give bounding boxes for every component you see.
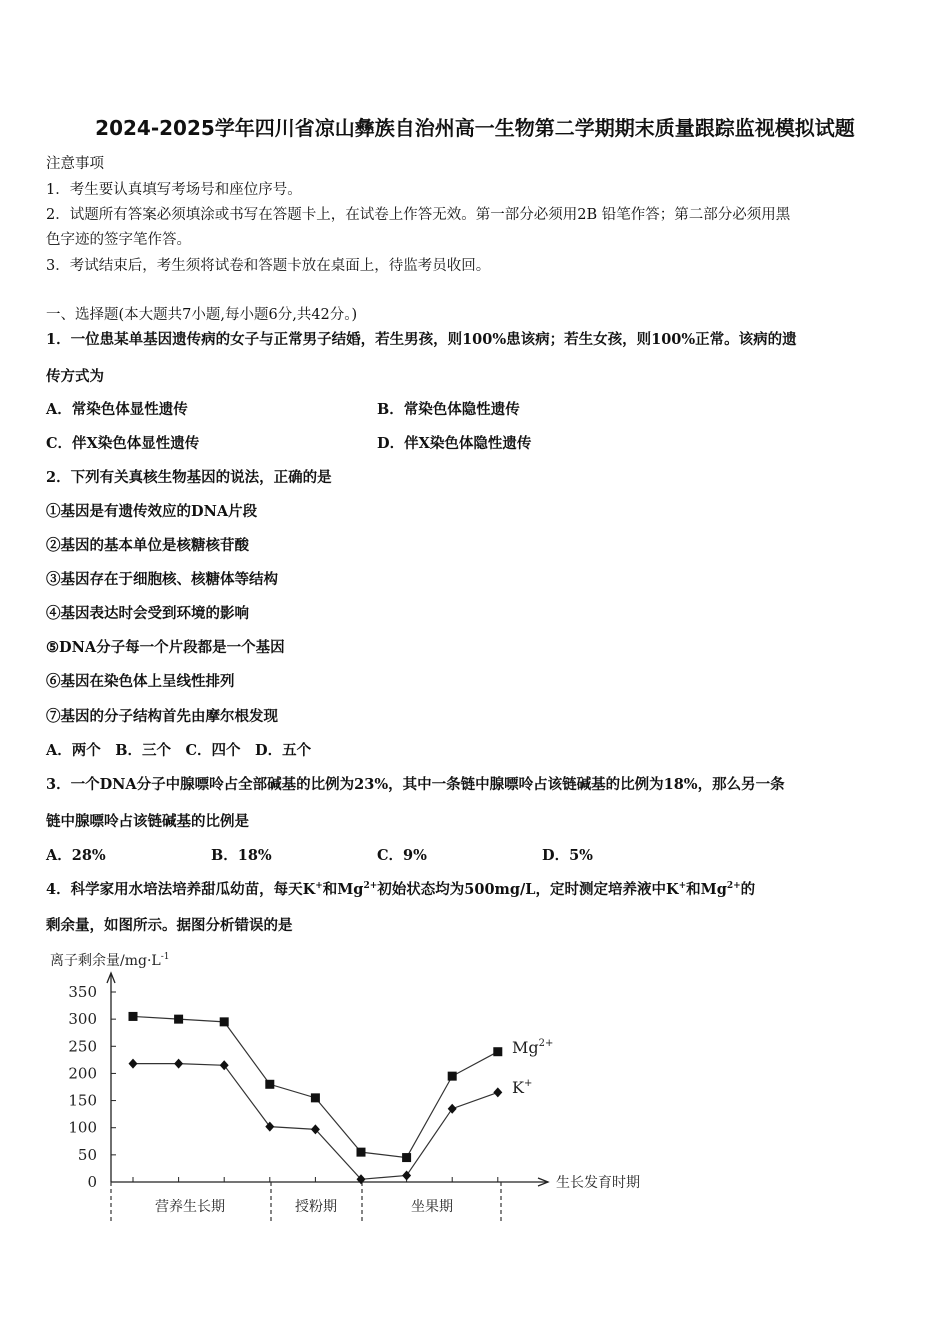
q1-option-a: A．常染色体显性遗传 bbox=[46, 401, 188, 418]
y-tick-label: 150 bbox=[68, 1091, 97, 1110]
q3-option-a: A．28% bbox=[46, 847, 106, 864]
q3-stem-cont: 链中腺嘌呤占该链碱基的比例是 bbox=[46, 813, 249, 830]
q1-stem-cont: 传方式为 bbox=[46, 368, 104, 385]
period-label: 授粉期 bbox=[295, 1199, 337, 1215]
q1-option-d: D．伴X染色体隐性遗传 bbox=[377, 435, 532, 452]
data-point-k bbox=[402, 1170, 411, 1180]
q2-statement: ④基因表达时会受到环境的影响 bbox=[46, 605, 249, 622]
q4-stem-cont: 剩余量，如图所示。据图分析错误的是 bbox=[46, 917, 293, 934]
q2-statement: ⑦基因的分子结构首先由摩尔根发现 bbox=[46, 708, 278, 725]
notice-item: 3．考试结束后，考生须将试卷和答题卡放在桌面上，待监考员收回。 bbox=[46, 258, 491, 274]
y-tick-label: 200 bbox=[68, 1064, 97, 1083]
q1-stem: 1．一位患某单基因遗传病的女子与正常男子结婚，若生男孩，则100%患该病；若生女孩，则100%正常。该病的遗 bbox=[46, 331, 797, 348]
y-tick-label: 100 bbox=[68, 1118, 97, 1137]
q2-statement: ⑤DNA分子每一个片段都是一个基因 bbox=[46, 639, 285, 656]
y-tick-label: 0 bbox=[87, 1173, 97, 1191]
q3-option-b: B．18% bbox=[211, 847, 272, 864]
y-tick-label: 50 bbox=[77, 1145, 97, 1164]
data-point-mg bbox=[265, 1080, 274, 1089]
period-label: 营养生长期 bbox=[155, 1199, 225, 1215]
q1-option-c: C．伴X染色体显性遗传 bbox=[46, 435, 200, 452]
series-label: K+ bbox=[512, 1078, 533, 1097]
y-tick-label: 300 bbox=[68, 1010, 97, 1029]
data-point-mg bbox=[448, 1072, 457, 1081]
data-point-mg bbox=[493, 1047, 502, 1056]
data-point-k bbox=[493, 1087, 502, 1097]
series-line-k bbox=[133, 1064, 498, 1180]
data-point-k bbox=[129, 1059, 138, 1069]
x-axis-label: 生长发育时期 bbox=[556, 1175, 640, 1191]
notice-heading: 注意事项 bbox=[46, 156, 104, 172]
period-label: 坐果期 bbox=[411, 1199, 453, 1215]
q3-option-c: C．9% bbox=[377, 847, 427, 864]
series-label: $Mg^{2+}$ bbox=[512, 1038, 554, 1057]
notice-item: 2．试题所有答案必须填涂或书写在答题卡上，在试卷上作答无效。第一部分必须用2B 铅笔作答；第二部分必须用黑 bbox=[46, 207, 791, 223]
data-point-mg bbox=[402, 1153, 411, 1162]
q2-stem: 2．下列有关真核生物基因的说法，正确的是 bbox=[46, 469, 332, 486]
data-point-mg bbox=[311, 1093, 320, 1102]
notice-item: 1．考生要认真填写考场号和座位序号。 bbox=[46, 182, 302, 198]
q4-stem: 4．科学家用水培法培养甜瓜幼苗，每天K+和$Mg^{2+}$初始状态均为500mg/L，定时测定培养液中K+和$Mg^{2+}$的 bbox=[46, 881, 756, 898]
q2-statement: ⑥基因在染色体上呈线性排列 bbox=[46, 673, 235, 690]
y-tick-label: 250 bbox=[68, 1037, 97, 1056]
page-title: 2024-2025学年四川省凉山彝族自治州高一生物第二学期期末质量跟踪监视模拟试题 bbox=[95, 116, 855, 140]
q3-option-d: D．5% bbox=[542, 847, 593, 864]
q2-statement: ①基因是有遗传效应的DNA片段 bbox=[46, 503, 258, 520]
q2-options: A．两个 B．三个 C．四个 D．五个 bbox=[46, 742, 312, 759]
series-line-mg bbox=[133, 1016, 498, 1157]
data-point-mg bbox=[357, 1148, 366, 1157]
data-point-k bbox=[448, 1104, 457, 1114]
q1-option-b: B．常染色体隐性遗传 bbox=[377, 401, 520, 418]
data-point-mg bbox=[129, 1012, 138, 1021]
data-point-mg bbox=[220, 1017, 229, 1026]
q2-statement: ③基因存在于细胞核、核糖体等结构 bbox=[46, 571, 278, 588]
ion-remaining-chart bbox=[40, 945, 700, 1230]
y-axis-label: 离子剩余量$/mg\cdot L^{-1}$ bbox=[50, 952, 170, 969]
section-heading: 一、选择题(本大题共7小题,每小题6分,共42分。) bbox=[46, 307, 358, 323]
notice-item: 色字迹的签字笔作答。 bbox=[46, 232, 191, 248]
data-point-mg bbox=[174, 1015, 183, 1024]
q2-statement: ②基因的基本单位是核糖核苷酸 bbox=[46, 537, 249, 554]
y-tick-label: 350 bbox=[68, 983, 97, 1001]
data-point-k bbox=[174, 1059, 183, 1069]
q3-stem: 3．一个DNA分子中腺嘌呤占全部碱基的比例为23%，其中一条链中腺嘌呤占该链碱基的比例为18%，那么另一条 bbox=[46, 776, 785, 793]
